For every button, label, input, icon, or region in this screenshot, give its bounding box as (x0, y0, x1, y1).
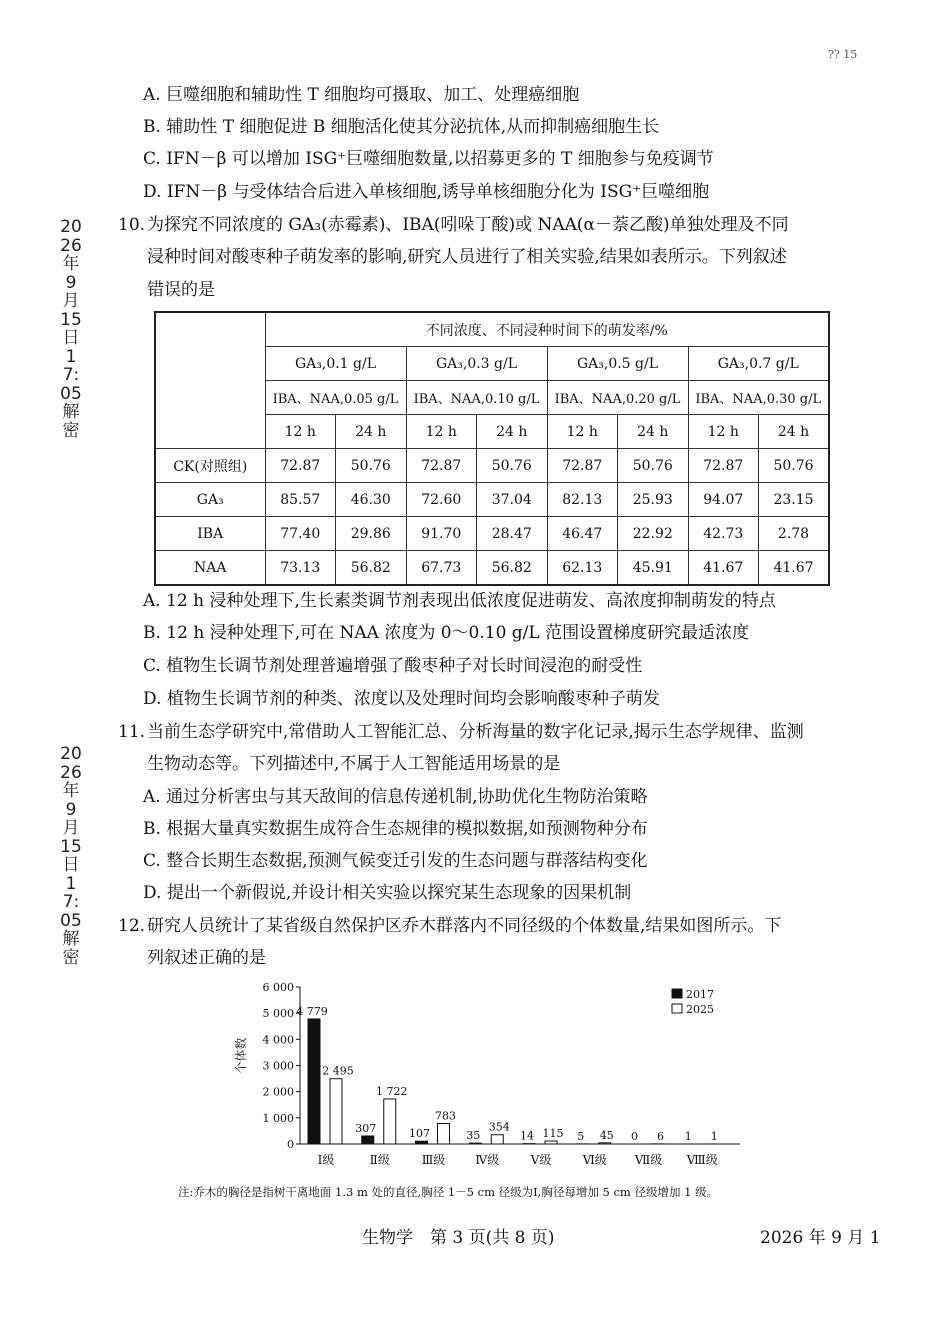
bar-2017 (362, 1136, 374, 1144)
time-cell: 24 h (759, 415, 830, 449)
q9-option-c: C. IFN－β 可以增加 ISG⁺巨噬细胞数量,以招募更多的 T 细胞参与免疫调节 (143, 149, 714, 169)
table-cell: 72.87 (547, 449, 618, 483)
x-tick-label: Ⅷ级 (686, 1153, 718, 1167)
iba-naa-conc-cell: IBA、NAA,0.30 g/L (688, 381, 829, 415)
bar-2025 (545, 1141, 557, 1144)
table-cell: 2.78 (759, 517, 830, 551)
diameter-class-bar-chart (225, 972, 745, 1182)
q10-stem-line-2: 浸种时间对酸枣种子萌发率的影响,研究人员进行了相关实验,结果如表所示。下列叙述 (147, 247, 787, 267)
q11-option-a: A. 通过分析害虫与其天敌间的信息传递机制,协助优化生物防治策略 (143, 787, 648, 807)
q12-stem-line-1: 研究人员统计了某省级自然保护区乔木群落内不同径级的个体数量,结果如图所示。下 (147, 916, 782, 936)
bar-2025 (438, 1124, 450, 1144)
q10-stem-line-1: 为探究不同浓度的 GA₃(赤霉素)、IBA(吲哚丁酸)或 NAA(α－萘乙酸)单独处理及不同 (147, 215, 789, 235)
table-cell: 77.40 (265, 517, 336, 551)
row-label: NAA (155, 551, 265, 586)
table-cell: 42.73 (688, 517, 759, 551)
q11-option-c: C. 整合长期生态数据,预测气候变迁引发的生态问题与群落结构变化 (143, 851, 648, 871)
q12-number: 12. (118, 916, 146, 936)
table-cell: 41.67 (688, 551, 759, 586)
q9-option-a: A. 巨噬细胞和辅助性 T 细胞均可摄取、加工、处理癌细胞 (143, 85, 580, 105)
time-cell: 12 h (688, 415, 759, 449)
bar-value-label: 1 (684, 1129, 692, 1143)
ga-conc-cell: GA₃,0.1 g/L (265, 347, 406, 381)
y-tick-label: 4 000 (262, 1033, 294, 1047)
bar-value-label: 1 722 (376, 1084, 408, 1098)
iba-naa-conc-cell: IBA、NAA,0.10 g/L (406, 381, 547, 415)
bar-value-label: 307 (355, 1121, 377, 1135)
legend-swatch-2017 (672, 989, 682, 998)
table-cell: 28.47 (477, 517, 548, 551)
table-cell: 72.60 (406, 483, 477, 517)
bar-value-label: 5 (577, 1129, 585, 1143)
table-cell: 82.13 (547, 483, 618, 517)
x-tick-label: Ⅳ级 (475, 1153, 500, 1167)
bar-value-label: 45 (599, 1128, 614, 1142)
time-cell: 12 h (547, 415, 618, 449)
table-cell: 67.73 (406, 551, 477, 586)
q9-option-b: B. 辅助性 T 细胞促进 B 细胞活化使其分泌抗体,从而抑制癌细胞生长 (143, 117, 660, 137)
bar-value-label: 354 (488, 1120, 510, 1134)
x-tick-label: Ⅰ级 (317, 1153, 335, 1167)
time-cell: 12 h (265, 415, 336, 449)
q10-stem-line-3: 错误的是 (147, 280, 215, 300)
bar-value-label: 2 495 (322, 1064, 354, 1078)
x-tick-label: Ⅵ级 (582, 1153, 607, 1167)
table-cell: 50.76 (336, 449, 407, 483)
x-tick-label: Ⅶ级 (634, 1153, 663, 1167)
bar-value-label: 1 (710, 1129, 718, 1143)
bar-value-label: 115 (542, 1126, 564, 1140)
table-cell: 91.70 (406, 517, 477, 551)
table-cell: 50.76 (477, 449, 548, 483)
q9-option-d: D. IFN－β 与受体结合后进入单核细胞,诱导单核细胞分化为 ISG⁺巨噬细胞 (143, 182, 710, 202)
footer-right: 2026 年 9 月 1 (760, 1228, 881, 1248)
table-cell: 72.87 (688, 449, 759, 483)
y-tick-label: 1 000 (262, 1111, 294, 1125)
bar-value-label: 107 (409, 1127, 430, 1141)
side-stamp-1: 2026年9月15日17:05解密 (60, 217, 82, 441)
bar-value-label: 6 (657, 1129, 664, 1143)
table-cell: 50.76 (759, 449, 830, 483)
q11-stem-line-2: 生物动态等。下列描述中,不属于人工智能适用场景的是 (147, 754, 561, 774)
side-stamp-2: 2026年9月15日17:05解密 (60, 744, 82, 968)
q10-number: 10. (118, 215, 146, 235)
q10-option-a: A. 12 h 浸种处理下,生长素类调节剂表现出低浓度促进萌发、高浓度抑制萌发的特点 (143, 591, 776, 611)
legend-swatch-2025 (672, 1004, 682, 1013)
table-cell: 37.04 (477, 483, 548, 517)
y-tick-label: 5 000 (262, 1007, 294, 1021)
q11-stem-line-1: 当前生态学研究中,常借助人工智能汇总、分析海量的数字化记录,揭示生态学规律、监测 (147, 722, 804, 742)
chart-svg (225, 972, 745, 1182)
legend-label: 2025 (686, 1003, 714, 1016)
time-cell: 24 h (336, 415, 407, 449)
time-cell: 24 h (618, 415, 689, 449)
table-row (155, 551, 829, 586)
table-cell: 50.76 (618, 449, 689, 483)
bar-value-label: 14 (520, 1129, 534, 1143)
q10-option-c: C. 植物生长调节剂处理普遍增强了酸枣种子对长时间浸泡的耐受性 (143, 656, 643, 676)
table-corner-cell (155, 312, 265, 449)
row-label: CK(对照组) (155, 449, 265, 483)
table-cell: 25.93 (618, 483, 689, 517)
iba-naa-conc-cell: IBA、NAA,0.20 g/L (547, 381, 688, 415)
table-cell: 56.82 (336, 551, 407, 586)
table-cell: 62.13 (547, 551, 618, 586)
bar-2025 (384, 1099, 396, 1144)
ga-conc-cell: GA₃,0.7 g/L (688, 347, 829, 381)
bar-2017 (416, 1141, 428, 1144)
x-tick-label: Ⅴ级 (530, 1153, 552, 1167)
table-cell: 72.87 (406, 449, 477, 483)
table-row (155, 517, 829, 551)
y-tick-label: 6 000 (262, 981, 294, 994)
table-cell: 41.67 (759, 551, 830, 586)
bar-2025 (491, 1135, 503, 1144)
iba-naa-conc-cell: IBA、NAA,0.05 g/L (265, 381, 406, 415)
table-row (155, 483, 829, 517)
x-tick-label: Ⅱ级 (369, 1153, 390, 1167)
legend-label: 2017 (686, 988, 714, 1001)
row-label: IBA (155, 517, 265, 551)
time-cell: 12 h (406, 415, 477, 449)
chart-note: 注:乔木的胸径是指树干离地面 1.3 m 处的直径,胸径 1－5 cm 径级为Ⅰ,胸径每增加 5 cm 径级增加 1 级。 (178, 1185, 719, 1199)
bar-value-label: 4 779 (296, 1004, 328, 1018)
time-cell: 24 h (477, 415, 548, 449)
ga-conc-cell: GA₃,0.5 g/L (547, 347, 688, 381)
bar-2017 (469, 1143, 481, 1144)
bar-value-label: 783 (435, 1109, 456, 1123)
x-tick-label: Ⅲ级 (421, 1153, 446, 1167)
y-tick-label: 3 000 (262, 1059, 294, 1073)
footer-center: 生物学 第 3 页(共 8 页) (362, 1228, 555, 1248)
corner-mark: ?? 15 (828, 48, 858, 61)
table-cell: 29.86 (336, 517, 407, 551)
q11-number: 11. (118, 722, 146, 742)
table-cell: 23.15 (759, 483, 830, 517)
ga-conc-cell: GA₃,0.3 g/L (406, 347, 547, 381)
bar-value-label: 35 (466, 1129, 481, 1143)
table-cell: 72.87 (265, 449, 336, 483)
y-tick-label: 2 000 (262, 1085, 294, 1099)
table-header: 不同浓度、不同浸种时间下的萌发率/% (265, 312, 829, 347)
table-row (155, 449, 829, 483)
germination-table (154, 311, 830, 586)
table-cell: 46.30 (336, 483, 407, 517)
bar-2025 (599, 1143, 611, 1144)
row-label: GA₃ (155, 483, 265, 517)
bar-2025 (330, 1079, 342, 1144)
q11-option-b: B. 根据大量真实数据生成符合生态规律的模拟数据,如预测物种分布 (143, 819, 648, 839)
table-cell: 45.91 (618, 551, 689, 586)
y-tick-label: 0 (287, 1138, 294, 1151)
bar-2017 (308, 1019, 320, 1144)
q12-stem-line-2: 列叙述正确的是 (147, 948, 266, 968)
table-cell: 73.13 (265, 551, 336, 586)
y-axis-label: 个体数 (234, 1037, 248, 1074)
q10-option-b: B. 12 h 浸种处理下,可在 NAA 浓度为 0～0.10 g/L 范围设置梯度研究最适浓度 (143, 623, 750, 643)
table-cell: 22.92 (618, 517, 689, 551)
q10-option-d: D. 植物生长调节剂的种类、浓度以及处理时间均会影响酸枣种子萌发 (143, 689, 660, 709)
bar-value-label: 0 (631, 1130, 638, 1143)
table-cell: 46.47 (547, 517, 618, 551)
q11-option-d: D. 提出一个新假说,并设计相关实验以探究某生态现象的因果机制 (143, 883, 632, 903)
table-cell: 85.57 (265, 483, 336, 517)
table-cell: 56.82 (477, 551, 548, 586)
table-cell: 94.07 (688, 483, 759, 517)
